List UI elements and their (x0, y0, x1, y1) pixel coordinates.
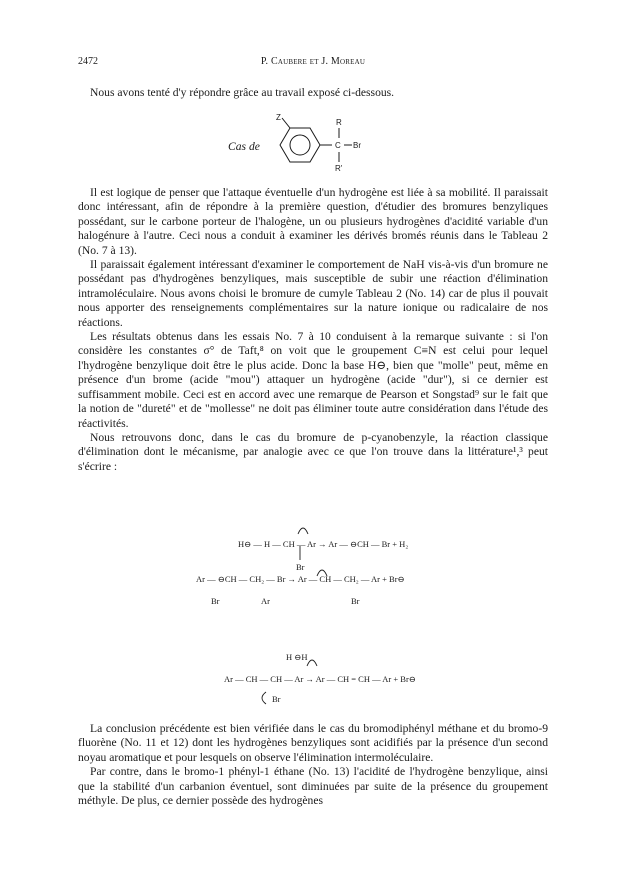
paragraph-4: Nous retrouvons donc, dans le cas du bromure de p-cyanobenzyle, la réaction classique d'élimination dont le mécanisme, par analogie avec ce que l'on trouve dans la littérature¹,³ peut s'écrire : (78, 430, 548, 473)
equation-3-bromine: Br (272, 694, 281, 704)
equation-2: Ar — ⊖CH — CH₂ — Br → Ar — CH — CH₂ — Ar + Br⊖ (196, 574, 405, 584)
br-label: Br (353, 141, 361, 150)
intro-text: Nous avons tenté d'y répondre grâce au travail exposé ci-dessous. (90, 86, 395, 99)
equation-3: Ar — CH — CH — Ar → Ar — CH = CH — Ar + Br⊖ (224, 674, 416, 684)
equation-1: H⊖ — H — CH — Ar → Ar — ⊖CH — Br + H₂ (238, 539, 409, 549)
r-prime-label: R' (335, 164, 343, 173)
running-authors: P. Caubere et J. Moreau (260, 56, 366, 67)
equation-2-sub-2: Ar (261, 596, 270, 606)
paragraph-1: Il est logique de penser que l'attaque éventuelle d'un hydrogène est liée à sa mobilité. Il paraissait donc intéressant, afin de répondre à la première question, d'étudier des bromures benzyliques possédant, sur le carbone porteur de l'halogène, un ou plusieurs hydrogènes d'acidité variable d'un halogénure à l'autre. Ceci nous a conduit à examiner les dérivés bromés réunis dans le Tableau 2 (No. 7 à 13). (78, 186, 548, 257)
paragraph-5: La conclusion précédente est bien vérifiée dans le cas du bromodiphényl méthane et du bromo-9 fluorène (No. 11 et 12) dont les hydrogènes benzyliques sont acidifiés par la présence d'un second noyau aromatique et pour lesquels on observe l'élimination intermoléculaire. (78, 722, 548, 764)
structure-caption: Cas de (228, 140, 260, 153)
equation-3-top: H ⊖H (286, 652, 308, 662)
equation-2-sub-1: Br (211, 596, 220, 606)
r-label: R (336, 118, 342, 127)
equation-1-bromine: Br (296, 562, 305, 572)
paragraph-6: Par contre, dans le bromo-1 phényl-1 éthane (No. 13) l'acidité de l'hydrogène benzylique, ainsi que la stabilité d'un carbanion éventuel, sont diminuées par suite de la présence du groupement méthyle. De plus, ce dernier possède des hydrogènes (78, 765, 548, 808)
paragraph-3: Les résultats obtenus dans les essais No. 7 à 10 conduisent à la remarque suivante : si l'on considère les constantes σ° de Taft,⁸ on voit que le groupement C≡N est celui pour lequel l'hydrogène benzylique doit être le plus acide. Donc la base H⊖, bien que "molle" peut, même en présence d'un brome (acide "mou") attaquer un hydrogène (acide "dur"), si ce dernier est suffisamment mobile. Ceci est en accord avec une remarque de Pearson et Songstad⁹ sur le fait que la notion de "dureté" et de "mollesse" ne doit pas éliminer toute autre considération dans l'étude des réactivités. (78, 330, 548, 430)
z-label: Z (276, 113, 281, 122)
body-section-2 (78, 722, 548, 808)
paragraph-2: Il paraissait également intéressant d'examiner le comportement de NaH vis-à-vis d'un bromure ne possédant pas d'hydrogènes benzyliques, mais susceptible de subir une réaction d'élimination intramoléculaire. Nous avons choisi le bromure de cumyle Tableau 2 (No. 14) car de plus il pouvait nous apporter des renseignements complémentaires sur la nature ionique ou radicalaire de nos réactions. (78, 258, 548, 329)
equation-2-sub-3: Br (351, 596, 360, 606)
c-label: C (335, 141, 341, 150)
page-number: 2472 (78, 56, 98, 67)
